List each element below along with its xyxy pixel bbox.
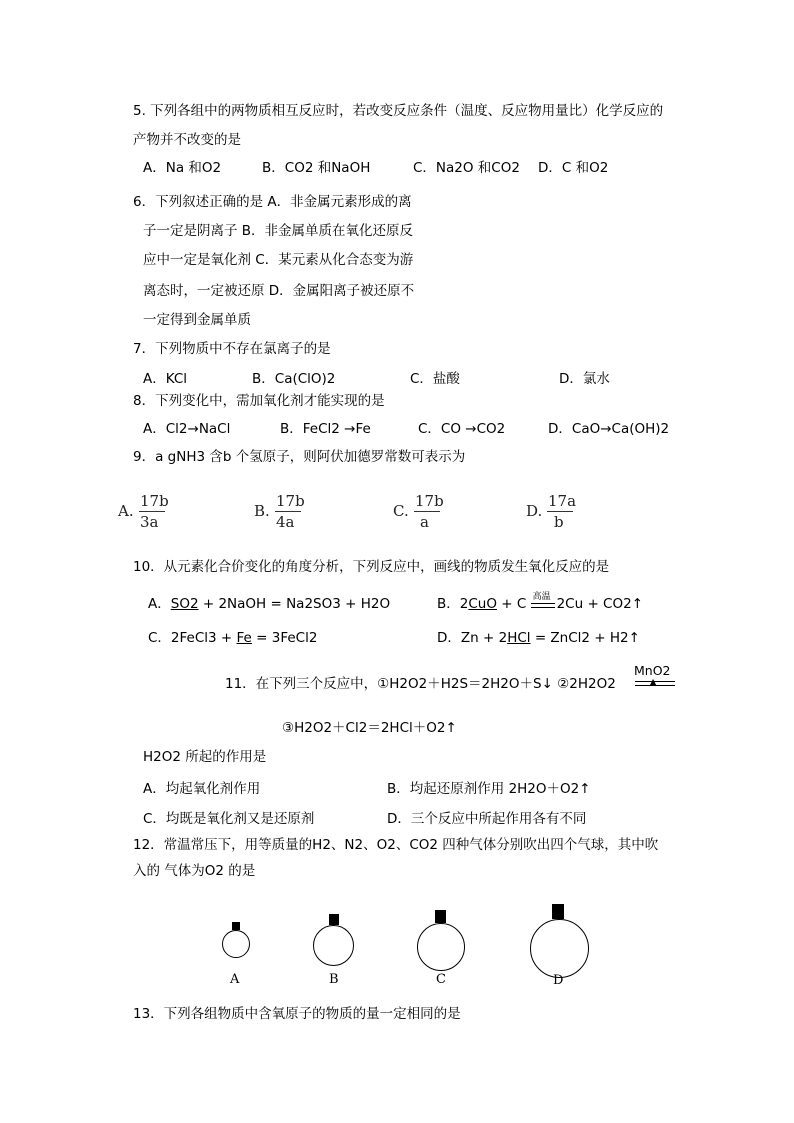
q11-option-c: C．均既是氧化剂又是还原剂: [143, 811, 315, 827]
q9-option-b-denominator: 4a: [276, 513, 295, 531]
q9-option-c-numerator: 17b: [415, 492, 444, 510]
q9-option-c-denominator: a: [420, 513, 429, 531]
q11-option-b: [387, 780, 591, 798]
q9-option-a-label: A.: [118, 502, 134, 520]
q6-line3: 应中一定是氧化剂 C．某元素从化合态变为游: [143, 252, 414, 268]
q5-stem-line2: 产物并不改变的是: [133, 132, 241, 148]
balloon-b-body: [313, 925, 354, 966]
q10-b-mid: + C: [496, 596, 531, 612]
balloon-c-knot: [435, 910, 446, 923]
q13-stem: 13．下列各组物质中含氧原子的物质的量一定相同的是: [133, 1006, 461, 1022]
q10-option-c: [148, 629, 317, 647]
q5-option-d: D．C 和O2: [538, 160, 609, 176]
q7-option-c: C．盐酸: [410, 371, 460, 387]
q9-option-d-numerator: 17a: [548, 492, 577, 510]
fraction-bar: [139, 511, 165, 512]
balloon-b-label: B: [329, 972, 339, 987]
q5-option-a: A．Na 和O2: [143, 160, 222, 176]
q7-option-d: D．氯水: [559, 371, 610, 387]
q6-line1: 6．下列叙述正确的是 A．非金属元素形成的离: [133, 194, 412, 210]
q10-c-underlined: Fe: [236, 630, 252, 646]
q10-option-b: [437, 592, 644, 613]
q10-option-a: [148, 595, 390, 613]
q10-d-rest: = ZnCl2 + H2↑: [530, 630, 640, 646]
q10-b-prefix: B．2: [437, 596, 469, 612]
q7-option-b: B．Ca(ClO)2: [252, 371, 336, 387]
q9-option-a-numerator: 17b: [140, 492, 169, 510]
q11-line1: 11．在下列三个反应中，①H2O2＋H2S＝2H2O＋S↓ ②2H2O2: [225, 676, 616, 692]
balloon-d-knot: [552, 904, 564, 919]
balloon-a-body: [222, 930, 250, 958]
equal-sign: [531, 603, 555, 608]
q11-line2: ③H2O2＋Cl2＝2HCl＋O2↑: [282, 720, 457, 736]
q10-a-rest: + 2NaOH = Na2SO3 + H2O: [198, 596, 391, 612]
q10-d-prefix: D．Zn + 2: [437, 630, 508, 646]
q9-option-d-denominator: b: [554, 513, 564, 531]
q8-stem: 8．下列变化中，需加氧化剂才能实现的是: [133, 393, 385, 409]
q10-c-rest: = 3FeCl2: [251, 630, 318, 646]
q10-b-underlined: CuO: [468, 596, 497, 612]
q7-option-a: A．KCl: [143, 371, 188, 387]
balloon-a-knot: [232, 922, 240, 930]
q9-option-c-label: C.: [393, 502, 409, 520]
q5-option-b: B．CO2 和NaOH: [262, 160, 371, 176]
q12-line2: 入的 气体为O2 的是: [133, 863, 256, 879]
q8-option-c: C．CO →CO2: [418, 421, 506, 437]
q6-line4: 离态时，一定被还原 D．金属阳离子被还原不: [143, 283, 415, 299]
q10-b-condition-text: 高温: [532, 592, 551, 602]
balloon-d-body: [530, 919, 589, 978]
q10-d-underlined: HCl: [507, 630, 531, 646]
q9-stem: 9．a gNH3 含b 个氢原子，则阿伏加德罗常数可表示为: [133, 449, 466, 465]
balloon-a-label: A: [230, 972, 240, 987]
q11-product2: 2H2O＋O2↑: [508, 781, 591, 797]
q11-option-d: D．三个反应中所起作用各有不同: [387, 811, 587, 827]
q11-arrowhead: ▲: [650, 677, 657, 686]
q8-option-a: A．Cl2→NaCl: [143, 421, 231, 437]
balloon-d-label: D: [553, 973, 564, 988]
q12-line1: 12．常温常压下，用等质量的H2、N2、O2、CO2 四种气体分别吹出四个气球，其中吹: [133, 837, 659, 853]
q9-option-a-denominator: 3a: [140, 513, 159, 531]
q7-stem: 7．下列物质中不存在氯离子的是: [133, 341, 331, 357]
q10-a-underlined: SO2: [170, 596, 199, 612]
fraction-bar: [547, 511, 573, 512]
q10-b-rest: 2Cu + CO2↑: [556, 596, 644, 612]
q10-option-d: [437, 629, 640, 647]
fraction-bar: [414, 511, 440, 512]
balloon-c-body: [417, 923, 465, 971]
q11-option-b-text: B．均起还原剂作用: [387, 781, 505, 797]
balloon-b-knot: [329, 914, 339, 925]
q10-c-prefix: C．2FeCl3 +: [148, 630, 237, 646]
fraction-bar: [275, 511, 301, 512]
q5-stem-line1: 5. 下列各组中的两物质相互反应时，若改变反应条件（温度、反应物用量比）化学反应的: [133, 103, 664, 119]
q9-option-b-numerator: 17b: [276, 492, 305, 510]
q8-option-b: B．FeCl2 →Fe: [280, 421, 371, 437]
q11-line3: H2O2 所起的作用是: [143, 749, 267, 765]
q9-option-d-label: D.: [526, 502, 543, 520]
q8-option-d: D．CaO→Ca(OH)2: [548, 421, 670, 437]
q11-option-a: A．均起氧化剂作用: [143, 781, 261, 797]
q9-option-b-label: B.: [254, 502, 270, 520]
balloon-c-label: C: [436, 972, 446, 987]
q10-b-condition: [531, 592, 557, 613]
q11-catalyst: MnO2: [634, 663, 671, 678]
q10-stem: 10．从元素化合价变化的角度分析，下列反应中，画线的物质发生氧化反应的是: [133, 559, 610, 575]
q5-option-c: C．Na2O 和CO2: [413, 160, 520, 176]
q6-line2: 子一定是阴离子 B．非金属单质在氧化还原反: [143, 223, 414, 239]
q10-a-prefix: A．: [148, 596, 171, 612]
q6-line5: 一定得到金属单质: [143, 312, 251, 328]
